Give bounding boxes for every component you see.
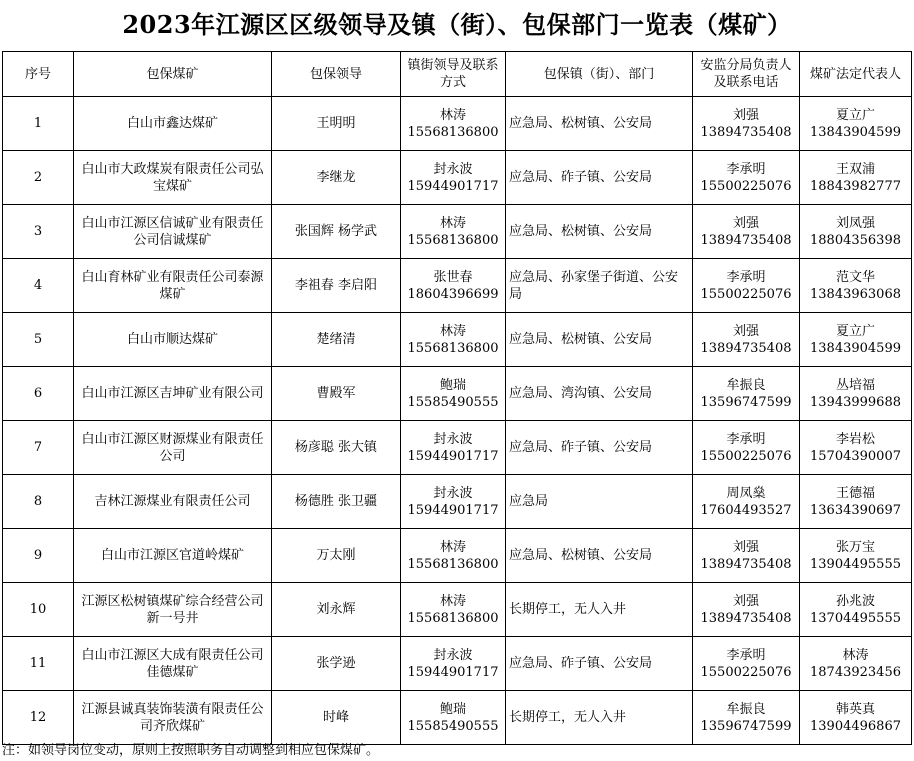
leader-text: 曹殿军 — [316, 386, 356, 401]
mine-name-text: 白山市大政煤炭有限责任公司弘宝煤矿 — [81, 161, 264, 194]
leader — [272, 529, 401, 583]
leader — [272, 205, 401, 259]
safety-person-phone: 13894735408 — [700, 232, 792, 248]
legal-rep-name: 丛培福 — [835, 377, 875, 393]
depts — [506, 97, 693, 151]
mine-name — [74, 151, 272, 205]
legal-rep — [800, 367, 912, 421]
row-number — [3, 421, 74, 475]
town-leader-phone: 15568136800 — [407, 610, 499, 626]
row-number-text: 2 — [33, 170, 43, 185]
safety-person-phone: 13894735408 — [700, 556, 792, 572]
safety-person — [693, 259, 800, 313]
mine-name-text: 白山市江源区大成有限责任公司佳德煤矿 — [81, 647, 264, 680]
table-row — [3, 475, 912, 529]
legal-rep-phone: 18843982777 — [810, 178, 901, 194]
row-number-text: 4 — [33, 278, 43, 293]
leader-text: 王明明 — [316, 116, 356, 131]
legal-rep — [800, 259, 912, 313]
mine-name — [74, 637, 272, 691]
safety-person — [693, 151, 800, 205]
legal-rep-name: 孙兆波 — [835, 593, 875, 609]
depts — [506, 205, 693, 259]
depts-text: 应急局 — [509, 494, 549, 509]
town-leader-phone: 15944901717 — [407, 448, 499, 464]
leader-text: 李祖春 李启阳 — [294, 278, 378, 293]
leader — [272, 691, 401, 745]
town-leader-name: 林涛 — [439, 215, 466, 231]
town-leader-name: 封永波 — [433, 647, 473, 663]
table-row — [3, 367, 912, 421]
legal-rep — [800, 205, 912, 259]
leader — [272, 97, 401, 151]
header-rep: 煤矿法定代表人 — [800, 52, 912, 97]
row-number-text: 5 — [33, 332, 43, 347]
depts-text: 应急局、砟子镇、公安局 — [509, 656, 653, 671]
safety-person — [693, 421, 800, 475]
leader-text: 张国辉 杨学武 — [294, 224, 378, 239]
town-leader-name: 林涛 — [439, 323, 466, 339]
depts — [506, 583, 693, 637]
safety-person-phone: 13596747599 — [700, 718, 792, 734]
row-number — [3, 637, 74, 691]
row-number-text: 6 — [33, 386, 43, 401]
row-number — [3, 583, 74, 637]
header-depts: 包保镇（街）、部门 — [506, 52, 693, 97]
leader-text: 杨德胜 张卫疆 — [294, 494, 378, 509]
town-leader-name: 封永波 — [433, 431, 473, 447]
depts-text: 应急局、松树镇、公安局 — [509, 332, 653, 347]
mine-name-text: 白山市鑫达煤矿 — [126, 116, 218, 131]
mine-name-text: 白山市顺达煤矿 — [126, 332, 218, 347]
depts-text: 长期停工，无人入井 — [509, 710, 627, 725]
depts — [506, 313, 693, 367]
safety-person-phone: 13596747599 — [700, 394, 792, 410]
table-row — [3, 259, 912, 313]
safety-person-name: 李承明 — [726, 431, 766, 447]
mine-name — [74, 421, 272, 475]
legal-rep-phone: 15704390007 — [810, 448, 901, 464]
legal-rep — [800, 637, 912, 691]
legal-rep — [800, 691, 912, 745]
table-row — [3, 205, 912, 259]
legal-rep-phone: 18743923456 — [810, 664, 901, 680]
safety-person-name: 刘强 — [732, 593, 759, 609]
leader-text: 万太刚 — [316, 548, 356, 563]
row-number — [3, 529, 74, 583]
depts-text: 应急局、湾沟镇、公安局 — [509, 386, 653, 401]
legal-rep-phone: 13843904599 — [810, 340, 901, 356]
legal-rep-name: 王德福 — [835, 485, 875, 501]
leader — [272, 421, 401, 475]
town-leader — [401, 151, 506, 205]
safety-person — [693, 583, 800, 637]
safety-person-phone: 15500225076 — [700, 448, 792, 464]
leader — [272, 367, 401, 421]
leader-text: 杨彦聪 张大镇 — [294, 440, 378, 455]
legal-rep-phone: 13904496867 — [810, 718, 901, 734]
mine-name-text: 白山市江源区财源煤业有限责任公司 — [81, 431, 264, 464]
table-row — [3, 421, 912, 475]
safety-person — [693, 97, 800, 151]
town-leader-phone: 15944901717 — [407, 178, 499, 194]
mine-name — [74, 205, 272, 259]
mine-name-text: 白山育林矿业有限责任公司泰源煤矿 — [81, 269, 264, 302]
leader — [272, 475, 401, 529]
mine-name — [74, 97, 272, 151]
depts — [506, 691, 693, 745]
town-leader-name: 鲍瑞 — [439, 701, 466, 717]
town-leader-name: 林涛 — [439, 593, 466, 609]
row-number-text: 9 — [33, 548, 43, 563]
header-safety: 安监分局负责人及联系电话 — [693, 52, 800, 97]
town-leader — [401, 313, 506, 367]
leader — [272, 637, 401, 691]
depts-text: 长期停工，无人入井 — [509, 602, 627, 617]
legal-rep — [800, 97, 912, 151]
mine-name-text: 江源县诚真装饰装潢有限责任公司齐欣煤矿 — [81, 701, 264, 734]
legal-rep — [800, 529, 912, 583]
safety-person — [693, 691, 800, 745]
town-leader-phone: 15585490555 — [407, 718, 499, 734]
safety-person — [693, 475, 800, 529]
legal-rep-name: 夏立广 — [835, 107, 875, 123]
legal-rep-name: 王双浦 — [835, 161, 875, 177]
town-leader — [401, 637, 506, 691]
depts-text: 应急局、孙家堡子街道、公安局 — [509, 269, 679, 302]
town-leader-name: 封永波 — [433, 161, 473, 177]
legal-rep — [800, 475, 912, 529]
legal-rep-phone: 13704495555 — [810, 610, 901, 626]
leader-text: 张学逊 — [316, 656, 356, 671]
town-leader-phone: 15568136800 — [407, 124, 499, 140]
row-number-text: 8 — [33, 494, 43, 509]
table-row — [3, 97, 912, 151]
town-leader — [401, 529, 506, 583]
town-leader-phone: 15568136800 — [407, 232, 499, 248]
depts — [506, 259, 693, 313]
town-leader — [401, 583, 506, 637]
legal-rep-phone: 13634390697 — [810, 502, 901, 518]
table-row — [3, 529, 912, 583]
table-row — [3, 691, 912, 745]
town-leader-phone: 15585490555 — [407, 394, 499, 410]
depts-text: 应急局、砟子镇、公安局 — [509, 170, 653, 185]
safety-person-phone: 13894735408 — [700, 340, 792, 356]
row-number — [3, 205, 74, 259]
row-number — [3, 151, 74, 205]
town-leader-name: 林涛 — [439, 107, 466, 123]
town-leader — [401, 367, 506, 421]
leader — [272, 583, 401, 637]
header-row — [3, 52, 912, 97]
town-leader-phone: 15568136800 — [407, 340, 499, 356]
row-number-text: 3 — [33, 224, 43, 239]
mine-name-text: 白山市江源区官道岭煤矿 — [100, 548, 244, 563]
mine-name — [74, 583, 272, 637]
legal-rep-name: 张万宝 — [835, 539, 875, 555]
town-leader — [401, 259, 506, 313]
town-leader-name: 林涛 — [439, 539, 466, 555]
town-leader-phone: 15944901717 — [407, 502, 499, 518]
leader — [272, 259, 401, 313]
depts — [506, 637, 693, 691]
safety-person-name: 李承明 — [726, 269, 766, 285]
legal-rep — [800, 151, 912, 205]
coal-mine-table — [2, 51, 912, 745]
leader-text: 刘永辉 — [316, 602, 356, 617]
mine-name — [74, 529, 272, 583]
safety-person-name: 刘强 — [732, 323, 759, 339]
safety-person-name: 牟振良 — [726, 701, 766, 717]
table-row — [3, 313, 912, 367]
row-number-text: 7 — [33, 440, 43, 455]
row-number — [3, 475, 74, 529]
row-number — [3, 313, 74, 367]
table-row — [3, 637, 912, 691]
row-number — [3, 367, 74, 421]
legal-rep-phone: 18804356398 — [810, 232, 901, 248]
depts-text: 应急局、松树镇、公安局 — [509, 548, 653, 563]
safety-person — [693, 637, 800, 691]
legal-rep-name: 范文华 — [835, 269, 875, 285]
depts — [506, 151, 693, 205]
legal-rep-name: 夏立广 — [835, 323, 875, 339]
town-leader-name: 封永波 — [433, 485, 473, 501]
town-leader-phone: 15568136800 — [407, 556, 499, 572]
header-leader: 包保领导 — [272, 52, 401, 97]
header-mine: 包保煤矿 — [74, 52, 272, 97]
legal-rep-phone: 13843904599 — [810, 124, 901, 140]
safety-person-phone: 17604493527 — [700, 502, 792, 518]
mine-name — [74, 475, 272, 529]
town-leader — [401, 691, 506, 745]
safety-person-phone: 13894735408 — [700, 124, 792, 140]
safety-person-name: 刘强 — [732, 539, 759, 555]
depts — [506, 475, 693, 529]
row-number — [3, 97, 74, 151]
depts-text: 应急局、松树镇、公安局 — [509, 116, 653, 131]
depts — [506, 421, 693, 475]
town-leader-phone: 15944901717 — [407, 664, 499, 680]
town-leader-name: 张世春 — [433, 269, 473, 285]
safety-person-name: 周凤燊 — [726, 485, 766, 501]
leader — [272, 151, 401, 205]
table-row — [3, 583, 912, 637]
leader-text: 李继龙 — [316, 170, 356, 185]
safety-person — [693, 205, 800, 259]
safety-person — [693, 313, 800, 367]
leader-text: 楚绪清 — [316, 332, 356, 347]
page-title: 2023年江源区区级领导及镇（街）、包保部门一览表（煤矿） — [122, 10, 792, 39]
mine-name — [74, 691, 272, 745]
safety-person — [693, 529, 800, 583]
legal-rep — [800, 583, 912, 637]
mine-name-text: 江源区松树镇煤矿综合经营公司新一号井 — [81, 593, 264, 626]
mine-name — [74, 259, 272, 313]
safety-person-phone: 15500225076 — [700, 286, 792, 302]
legal-rep-phone: 13943999688 — [810, 394, 901, 410]
safety-person-phone: 15500225076 — [700, 664, 792, 680]
mine-name-text: 白山市江源区吉坤矿业有限公司 — [81, 386, 264, 401]
town-leader — [401, 421, 506, 475]
legal-rep-name: 韩英真 — [835, 701, 875, 717]
legal-rep-phone: 13904495555 — [810, 556, 901, 572]
row-number — [3, 691, 74, 745]
safety-person-name: 牟振良 — [726, 377, 766, 393]
legal-rep — [800, 313, 912, 367]
legal-rep-name: 李岩松 — [835, 431, 875, 447]
legal-rep-phone: 13843963068 — [810, 286, 901, 302]
leader-text: 时峰 — [322, 710, 349, 725]
town-leader — [401, 97, 506, 151]
header-town-leader: 镇街领导及联系方式 — [401, 52, 506, 97]
row-number-text: 11 — [29, 656, 47, 671]
depts-text: 应急局、松树镇、公安局 — [509, 224, 653, 239]
leader — [272, 313, 401, 367]
row-number — [3, 259, 74, 313]
footnote: 注：如领导岗位变动，原则上按照职务自动调整到相应包保煤矿。 — [2, 743, 380, 758]
row-number-text: 10 — [29, 602, 47, 617]
safety-person-name: 李承明 — [726, 647, 766, 663]
safety-person-phone: 15500225076 — [700, 178, 792, 194]
depts — [506, 529, 693, 583]
mine-name-text: 白山市江源区信诚矿业有限责任公司信诚煤矿 — [81, 215, 264, 248]
header-no: 序号 — [3, 52, 74, 97]
depts-text: 应急局、砟子镇、公安局 — [509, 440, 653, 455]
legal-rep-name: 刘凤强 — [835, 215, 875, 231]
town-leader-phone: 18604396699 — [407, 286, 499, 302]
row-number-text: 12 — [29, 710, 47, 725]
safety-person-phone: 13894735408 — [700, 610, 792, 626]
mine-name-text: 吉林江源煤业有限责任公司 — [94, 494, 251, 509]
mine-name — [74, 313, 272, 367]
town-leader-name: 鲍瑞 — [439, 377, 466, 393]
safety-person-name: 李承明 — [726, 161, 766, 177]
safety-person — [693, 367, 800, 421]
depts — [506, 367, 693, 421]
town-leader — [401, 475, 506, 529]
table-row — [3, 151, 912, 205]
town-leader — [401, 205, 506, 259]
safety-person-name: 刘强 — [732, 215, 759, 231]
legal-rep-name: 林涛 — [842, 647, 869, 663]
mine-name — [74, 367, 272, 421]
row-number-text: 1 — [33, 116, 43, 131]
legal-rep — [800, 421, 912, 475]
safety-person-name: 刘强 — [732, 107, 759, 123]
